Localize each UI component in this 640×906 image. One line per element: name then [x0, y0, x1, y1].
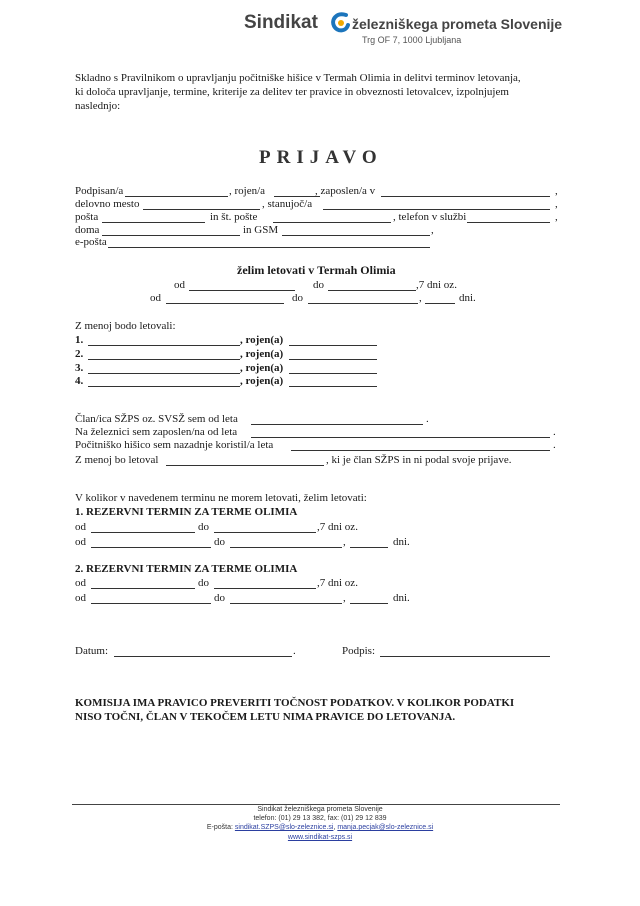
union-logo-icon	[330, 12, 352, 36]
reserve-2-to-field[interactable]	[214, 588, 316, 589]
label-employed-since: Na železnici sem zaposlen/na od leta	[75, 426, 238, 438]
intro-line: naslednjo:	[75, 100, 121, 112]
reserve-1-alt-to-field[interactable]	[230, 547, 342, 548]
companion-born-label: , rojen(a)	[240, 334, 284, 346]
label-email: e-pošta	[75, 236, 107, 248]
birthdate-field[interactable]	[274, 196, 320, 197]
dot: .	[293, 645, 296, 657]
reserve-2-heading: 2. REZERVNI TERMIN ZA TERME OLIMIA	[75, 563, 298, 575]
reserve-1-to-field[interactable]	[214, 532, 316, 533]
reserve-1-alt-from-field[interactable]	[91, 547, 211, 548]
companion-number: 3.	[75, 362, 84, 374]
position-field[interactable]	[143, 209, 260, 210]
label-post-number: in št. pošte	[210, 211, 258, 223]
organization-address: Trg OF 7, 1000 Ljubljana	[362, 35, 462, 45]
wish-from-field[interactable]	[189, 290, 295, 291]
label-gsm: in GSM	[243, 224, 279, 236]
signature-field[interactable]	[380, 656, 550, 657]
label-to: do	[214, 592, 225, 604]
comma: ,	[419, 292, 422, 304]
reserve-2-from-field[interactable]	[91, 588, 195, 589]
label-date: Datum:	[75, 645, 108, 657]
footer-web	[0, 834, 640, 841]
with-me-field[interactable]	[166, 465, 324, 466]
companion-born-label: , rojen(a)	[240, 375, 284, 387]
companion-name-field[interactable]	[88, 345, 240, 346]
work-phone-field[interactable]	[467, 222, 550, 223]
intro-line: Skladno s Pravilnikom o upravljanju počitniške hišice v Termah Olimia in delitvi terminov letovanja,	[75, 72, 521, 84]
dot: .	[553, 426, 556, 438]
footer-email-separator: ,	[333, 824, 336, 831]
label-member-since: Član/ica SŽPS oz. SVSŽ sem od leta	[75, 413, 238, 425]
companion-number: 1.	[75, 334, 84, 346]
reserve-1-days-field[interactable]	[350, 547, 388, 548]
footer-org: Sindikat železniškega prometa Slovenije	[257, 806, 383, 813]
comma: ,	[555, 198, 558, 210]
label-to: do	[313, 279, 324, 291]
wish-to-field[interactable]	[328, 290, 416, 291]
label-employed: , zaposlen/a v	[315, 185, 376, 197]
comma: ,	[431, 224, 434, 236]
comma: ,	[555, 185, 558, 197]
post-number-field[interactable]	[273, 222, 391, 223]
employed-since-field[interactable]	[251, 437, 550, 438]
label-7-days: ,7 dni oz.	[317, 521, 358, 533]
footer-divider	[72, 804, 560, 805]
brand-name: Sindikat	[244, 12, 318, 33]
notice-line: KOMISIJA IMA PRAVICO PREVERITI TOČNOST PODATKOV. V KOLIKOR PODATKI	[75, 697, 515, 709]
organization-name: železniškega prometa Slovenije	[352, 16, 563, 32]
footer-emails	[0, 824, 640, 831]
reserve-2-alt-to-field[interactable]	[230, 603, 342, 604]
footer-email-link[interactable]: sindikat.SZPS@slo-zeleznice.si	[234, 824, 334, 831]
wish-heading: želim letovati v Termah Olimia	[237, 263, 396, 277]
companion-number: 2.	[75, 348, 84, 360]
gsm-field[interactable]	[282, 235, 430, 236]
companion-name-field[interactable]	[88, 359, 240, 360]
date-field[interactable]	[114, 656, 292, 657]
label-with-me-suffix: , ki je član SŽPS in ni podal svoje prijave.	[326, 454, 512, 466]
companion-birthdate-field[interactable]	[289, 359, 377, 360]
comma: ,	[343, 536, 346, 548]
comma: ,	[343, 592, 346, 604]
companion-name-field[interactable]	[88, 386, 240, 387]
label-born: , rojen/a	[229, 185, 266, 197]
label-post: pošta	[75, 211, 99, 223]
companion-born-label: , rojen(a)	[240, 348, 284, 360]
label-signed: Podpisan/a	[75, 185, 124, 197]
footer-email-link[interactable]: manja.pecjak@slo-zeleznice.si	[337, 824, 434, 831]
label-to: do	[198, 521, 209, 533]
label-signature: Podpis:	[342, 645, 376, 657]
footer-email-label: E-pošta:	[206, 824, 233, 831]
member-since-field[interactable]	[251, 424, 423, 425]
post-field[interactable]	[102, 222, 205, 223]
label-7-days: ,7 dni oz.	[317, 577, 358, 589]
companion-birthdate-field[interactable]	[289, 345, 377, 346]
label-home: doma	[75, 224, 100, 236]
companion-name-field[interactable]	[88, 373, 240, 374]
label-days: dni.	[459, 292, 476, 304]
reserve-2-days-field[interactable]	[350, 603, 388, 604]
label-to: do	[214, 536, 225, 548]
label-from: od	[75, 521, 86, 533]
label-days: dni.	[393, 536, 410, 548]
footer-web-link[interactable]: www.sindikat-szps.si	[287, 834, 353, 841]
label-to: do	[198, 577, 209, 589]
label-with-me: Z menoj bo letoval	[75, 454, 159, 466]
last-used-field[interactable]	[291, 450, 550, 451]
label-from: od	[75, 577, 86, 589]
footer-phones: telefon: (01) 29 13 382, fax: (01) 29 12 839	[253, 815, 387, 822]
reserve-intro: V kolikor v navedenem terminu ne morem letovati, želim letovati:	[75, 492, 367, 504]
label-from: od	[150, 292, 161, 304]
label-residing: , stanujoč/a	[262, 198, 313, 210]
label-days: dni.	[393, 592, 410, 604]
intro-line: ki določa upravljanje, termine, kriterije za delitev ter pravice in obveznosti letovalcev, izpolnjujem	[75, 86, 509, 98]
wish-days-field[interactable]	[425, 303, 455, 304]
dot: .	[553, 439, 556, 451]
label-from: od	[75, 592, 86, 604]
reserve-1-from-field[interactable]	[91, 532, 195, 533]
label-position: delovno mesto	[75, 198, 140, 210]
label-last-used: Počitniško hišico sem nazadnje koristil/a leta	[75, 439, 274, 451]
name-field[interactable]	[125, 196, 228, 197]
employer-field[interactable]	[381, 196, 550, 197]
page-title: PRIJAVO	[259, 147, 383, 168]
notice-line: NISO TOČNI, ČLAN V TEKOČEM LETU NIMA PRAVICE DO LETOVANJA.	[75, 711, 456, 723]
label-to: do	[292, 292, 303, 304]
wish-alt-from-field[interactable]	[166, 303, 284, 304]
companion-birthdate-field[interactable]	[289, 373, 377, 374]
label-from: od	[174, 279, 185, 291]
companion-birthdate-field[interactable]	[289, 386, 377, 387]
companions-heading: Z menoj bodo letovali:	[75, 320, 176, 332]
email-field[interactable]	[108, 247, 430, 248]
companion-number: 4.	[75, 375, 84, 387]
label-from: od	[75, 536, 86, 548]
reserve-1-heading: 1. REZERVNI TERMIN ZA TERME OLIMIA	[75, 506, 298, 518]
companion-born-label: , rojen(a)	[240, 362, 284, 374]
label-7-days: ,7 dni oz.	[416, 279, 457, 291]
label-work-phone: , telefon v službi	[393, 211, 467, 223]
home-phone-field[interactable]	[102, 235, 240, 236]
address-field[interactable]	[323, 209, 550, 210]
wish-alt-to-field[interactable]	[308, 303, 418, 304]
reserve-2-alt-from-field[interactable]	[91, 603, 211, 604]
comma: ,	[555, 211, 558, 223]
dot: .	[426, 413, 429, 425]
